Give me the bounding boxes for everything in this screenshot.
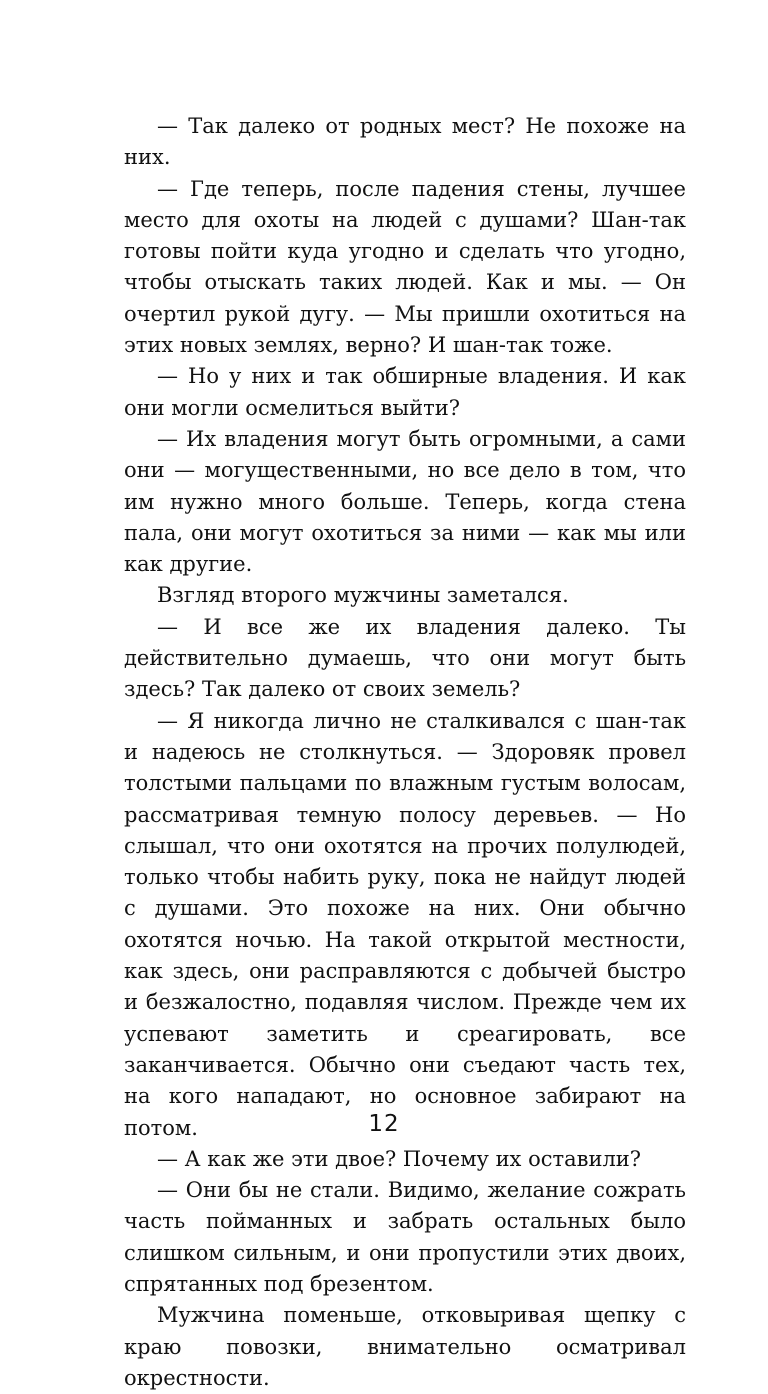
page-body (124, 111, 686, 1394)
paragraph: — Так далеко от родных мест? Не похоже на них. (124, 114, 686, 170)
paragraph: — Но у них и так обширные владения. И как они могли осмелиться выйти? (124, 364, 686, 420)
paragraph: — Их владения могут быть огромными, а сами они — могущественными, но все дело в том, что им нужно много больше. Теперь, когда стена пала, они могут охотиться за ними — как мы или как другие. (124, 426, 686, 577)
paragraph: — И все же их владения далеко. Ты действительно думаешь, что они могут быть здесь? Так далеко от своих земель? (124, 614, 686, 702)
paragraph: — Я никогда лично не сталкивался с шан-так и надеюсь не столкнуться. — Здоровяк провел толстыми пальцами по влажным густым волосам, рассматривая темную полосу деревьев. — Но слышал, что они охотятся на прочих полулюдей, только чтобы набить руку, пока не найдут людей с душами. Это похоже на них. Они обычно охотятся ночью. На такой открытой местности, как здесь, они расправляются с добычей быстро и безжалостно, подавляя числом. Прежде чем их успевают заметить и среагировать, все заканчивается. Обычно они съедают часть тех, на кого нападают, но основное забирают на потом. (124, 708, 686, 1140)
page-number: 12 (368, 1111, 400, 1137)
paragraph: — А как же эти двое? Почему их оставили? (157, 1146, 642, 1171)
paragraph: — Они бы не стали. Видимо, желание сожрать часть пойманных и забрать остальных было слишком сильным, и они пропустили этих двоих, спрятанных под брезентом. (124, 1178, 686, 1296)
paragraph: Мужчина поменьше, отковыривая щепку с краю повозки, внимательно осматривал окрестности. (124, 1303, 686, 1390)
paragraph: — Где теперь, после падения стены, лучшее место для охоты на людей с душами? Шан-так готовы пойти куда угодно и сделать что угодно, чтобы отыскать таких людей. Как и мы. — Он очертил рукой дугу. — Мы пришли охотиться на этих новых землях, верно? И шан-так тоже. (124, 176, 686, 358)
paragraph: Взгляд второго мужчины заметался. (157, 583, 569, 608)
